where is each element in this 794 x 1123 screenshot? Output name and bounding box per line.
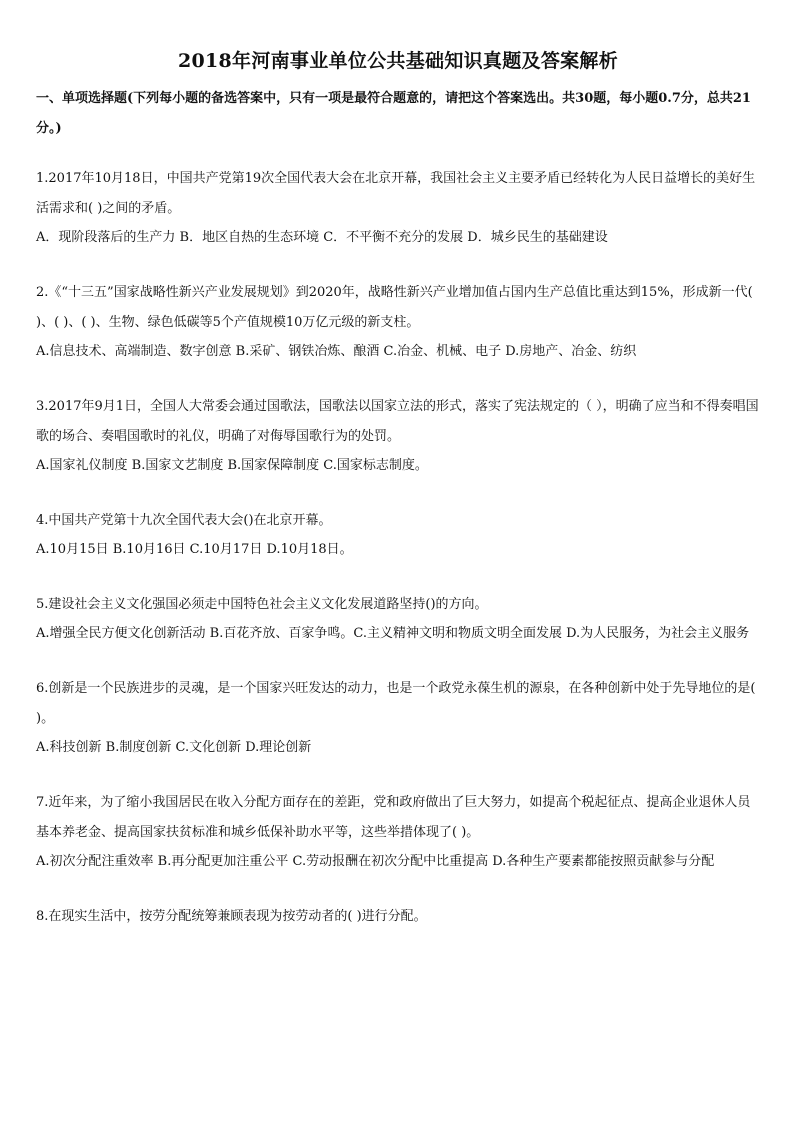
- question-options: A.增强全民方便文化创新活动 B.百花齐放、百家争鸣。C.主义精神文明和物质文明全面发展 D.为人民服务，为社会主义服务: [36, 626, 750, 641]
- question-text: 1.2017年10月18日，中国共产党第19次全国代表大会在北京开幕，我国社会主义主要矛盾已经转化为人民日益增长的美好生活需求和( )之间的矛盾。: [36, 171, 756, 216]
- question-options: A.信息技术、高端制造、数字创意 B.采矿、钢铁冶炼、酿酒 C.冶金、机械、电子 D.房地产、冶金、纺织: [36, 344, 637, 359]
- question-text: 4.中国共产党第十九次全国代表大会()在北京开幕。: [36, 513, 332, 528]
- question-list: [36, 164, 760, 932]
- question-5: [36, 590, 760, 648]
- question-options: A.科技创新 B.制度创新 C.文化创新 D.理论创新: [36, 740, 312, 755]
- question-4: [36, 506, 760, 564]
- question-options: A.10月15日 B.10月16日 C.10月17日 D.10月18日。: [36, 542, 353, 557]
- question-text: 8.在现实生活中，按劳分配统筹兼顾表现为按劳动者的( )进行分配。: [36, 909, 427, 924]
- question-1: [36, 164, 760, 252]
- question-3: [36, 392, 760, 480]
- question-text: 3.2017年9月1日，全国人大常委会通过国歌法，国歌法以国家立法的形式，落实了宪法规定的（ ），明确了应当和不得奏唱国歌的场合、奏唱国歌时的礼仪，明确了对侮辱国歌行为的处罚。: [36, 399, 759, 444]
- question-6: [36, 674, 760, 762]
- question-options: A.国家礼仪制度 B.国家文艺制度 B.国家保障制度 C.国家标志制度。: [36, 458, 428, 473]
- question-2: [36, 278, 760, 366]
- document-title: 2018年河南事业单位公共基础知识真题及答案解析: [177, 50, 619, 72]
- section-heading: 一、单项选择题(下列每小题的备选答案中，只有一项是最符合题意的，请把这个答案选出。共30题，每小题0.7分，总共21分。): [36, 91, 751, 136]
- question-text: 5.建设社会主义文化强国必须走中国特色社会主义文化发展道路坚持()的方向。: [36, 597, 488, 612]
- question-text: 2.《“十三五”国家战略性新兴产业发展规划》到2020年，战略性新兴产业增加值占国内生产总值比重达到15%，形成新一代( )、( )、( )、生物、绿色低碳等5个产值规模10万亿元级的新支柱。: [36, 285, 753, 330]
- question-options: A．现阶段落后的生产力 B．地区自热的生态环境 C．不平衡不充分的发展 D．城乡民生的基础建设: [36, 230, 608, 245]
- question-7: [36, 788, 760, 876]
- question-options: A.初次分配注重效率 B.再分配更加注重公平 C.劳动报酬在初次分配中比重提高 D.各种生产要素都能按照贡献参与分配: [36, 854, 715, 869]
- question-text: 6.创新是一个民族进步的灵魂，是一个国家兴旺发达的动力，也是一个政党永葆生机的源泉，在各种创新中处于先导地位的是( )。: [36, 681, 756, 726]
- document-page: [36, 0, 760, 1123]
- question-8: [36, 902, 760, 932]
- question-text: 7.近年来，为了缩小我国居民在收入分配方面存在的差距，党和政府做出了巨大努力，如提高个税起征点、提高企业退休人员基本养老金、提高国家扶贫标准和城乡低保补助水平等，这些举措体现了( )。: [36, 795, 751, 840]
